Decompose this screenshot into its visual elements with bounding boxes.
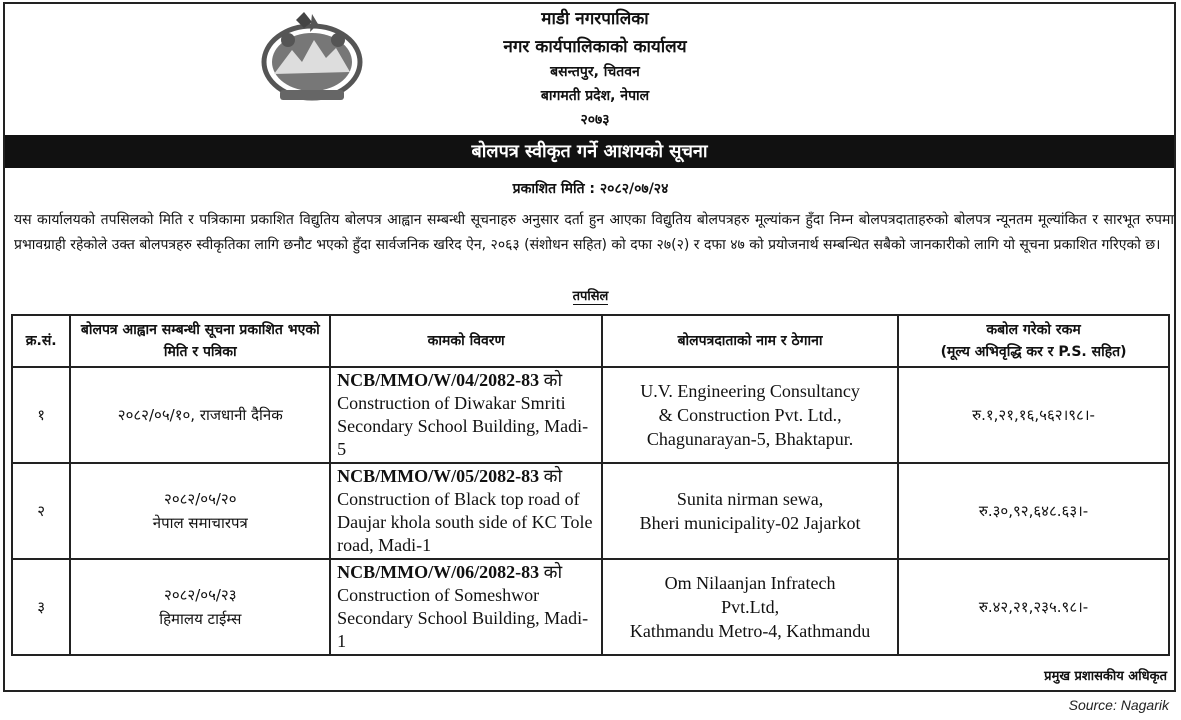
header-work: कामको विवरण — [330, 315, 602, 367]
row-work-suffix: को — [539, 466, 563, 486]
row-publication — [70, 367, 330, 463]
row-bidder-line1: U.V. Engineering Consultancy — [640, 381, 860, 401]
source-credit: Source: Nagarik — [1068, 697, 1169, 713]
row-pub-line2: नेपाल समाचारपत्र — [152, 514, 248, 532]
row-work-desc: Construction of Diwakar Smriti Secondary School Building, Madi-5 — [337, 393, 589, 459]
bid-acceptance-table — [11, 314, 1170, 656]
nepal-government-emblem-icon — [258, 10, 366, 106]
row-amount: रु.४२,२१,२३५.९८।- — [898, 559, 1169, 655]
row-pub-line2: हिमालय टाईम्स — [159, 610, 242, 628]
schedule-label — [0, 286, 1181, 304]
office-name: नगर कार्यपालिकाको कार्यालय — [503, 37, 687, 57]
schedule-label-text: तपसिल — [572, 289, 609, 304]
row-sn: २ — [12, 463, 70, 559]
row-work-suffix: को — [539, 370, 563, 390]
header-amount-line2: (मूल्य अभिवृद्धि कर र P.S. सहित) — [940, 344, 1127, 360]
row-bidder-line2: & Construction Pvt. Ltd., — [658, 405, 842, 425]
row-pub-line1: २०८२/०५/१०, राजधानी दैनिक — [117, 406, 283, 424]
header-publication: बोलपत्र आह्वान सम्बन्धी सूचना प्रकाशित भएको मिति र पत्रिका — [70, 315, 330, 367]
signatory-title: प्रमुख प्रशासकीय अधिकृत — [1044, 669, 1167, 684]
row-bidder-line2: Bheri municipality-02 Jajarkot — [639, 513, 861, 533]
notice-title-banner: बोलपत्र स्वीकृत गर्ने आशयको सूचना — [5, 135, 1174, 168]
row-work — [330, 559, 602, 655]
row-sn: ३ — [12, 559, 70, 655]
office-address: बसन्तपुर, चितवन — [550, 64, 640, 80]
row-pub-line1: २०८२/०५/२३ — [164, 586, 237, 604]
row-bidder — [602, 559, 898, 655]
row-work-code: NCB/MMO/W/05/2082-83 — [337, 466, 540, 486]
row-bidder-line3: Chagunarayan-5, Bhaktapur. — [646, 429, 854, 449]
published-date: प्रकाशित मिति : २०८२/०७/२४ — [512, 181, 669, 197]
row-publication — [70, 463, 330, 559]
establishment-year: २०७३ — [580, 112, 610, 128]
row-bidder-line2: Pvt.Ltd, — [721, 597, 780, 617]
table-row — [12, 559, 1169, 655]
row-pub-line1: २०८२/०५/२० — [164, 490, 237, 508]
table-header-row — [12, 315, 1169, 367]
row-bidder-line3: Kathmandu Metro-4, Kathmandu — [629, 621, 871, 641]
row-work-desc: Construction of Someshwor Secondary School Building, Madi-1 — [337, 585, 589, 651]
row-work — [330, 463, 602, 559]
province-name: बागमती प्रदेश, नेपाल — [540, 88, 650, 104]
row-work — [330, 367, 602, 463]
header-amount-line1: कबोल गरेको रकम — [986, 322, 1081, 338]
row-bidder — [602, 367, 898, 463]
row-bidder-line1: Om Nilaanjan Infratech — [664, 573, 836, 593]
row-publication — [70, 559, 330, 655]
notice-body: यस कार्यालयको तपसिलको मिति र पत्रिकामा प्रकाशित विद्युतिय बोलपत्र आह्वान सम्बन्धी सूचनाहरु अनुसार दर्ता हुन आएका विद्युतिय बोलपत्रहरु मूल्यांकन हुँदा निम्न बोलपत्रदाताहरुको बोलपत्र न्यूनतम मूल्यांकित र सारभूत रुपमा प्रभावग्राही रहेकोले उक्त बोलपत्रहरु स्वीकृतिका लागि छनौट भएको हुँदा सार्वजनिक खरिद ऐन, २०६३ (संशोधन सहित) को दफा २७(२) र दफा ४७ को प्रयोजनार्थ सम्बन्धित सबैको जानकारीको लागि यो सूचना प्रकाशित गरिएको छ। — [14, 212, 1174, 253]
row-amount: रु.१,२१,१६,५६२।९८।- — [898, 367, 1169, 463]
header-sn: क्र.सं. — [12, 315, 70, 367]
header-bidder: बोलपत्रदाताको नाम र ठेगाना — [602, 315, 898, 367]
table-row — [12, 367, 1169, 463]
municipality-name: माडी नगरपालिका — [541, 9, 649, 29]
row-work-desc: Construction of Black top road of Daujar khola south side of KC Tole road, Madi-1 — [337, 489, 593, 555]
row-bidder — [602, 463, 898, 559]
row-work-code: NCB/MMO/W/06/2082-83 — [337, 562, 540, 582]
row-sn: १ — [12, 367, 70, 463]
row-bidder-line1: Sunita nirman sewa, — [676, 489, 824, 509]
row-work-code: NCB/MMO/W/04/2082-83 — [337, 370, 540, 390]
row-amount: रु.३०,९२,६४८.६३।- — [898, 463, 1169, 559]
table-row — [12, 463, 1169, 559]
row-work-suffix: को — [539, 562, 563, 582]
header-amount — [898, 315, 1169, 367]
